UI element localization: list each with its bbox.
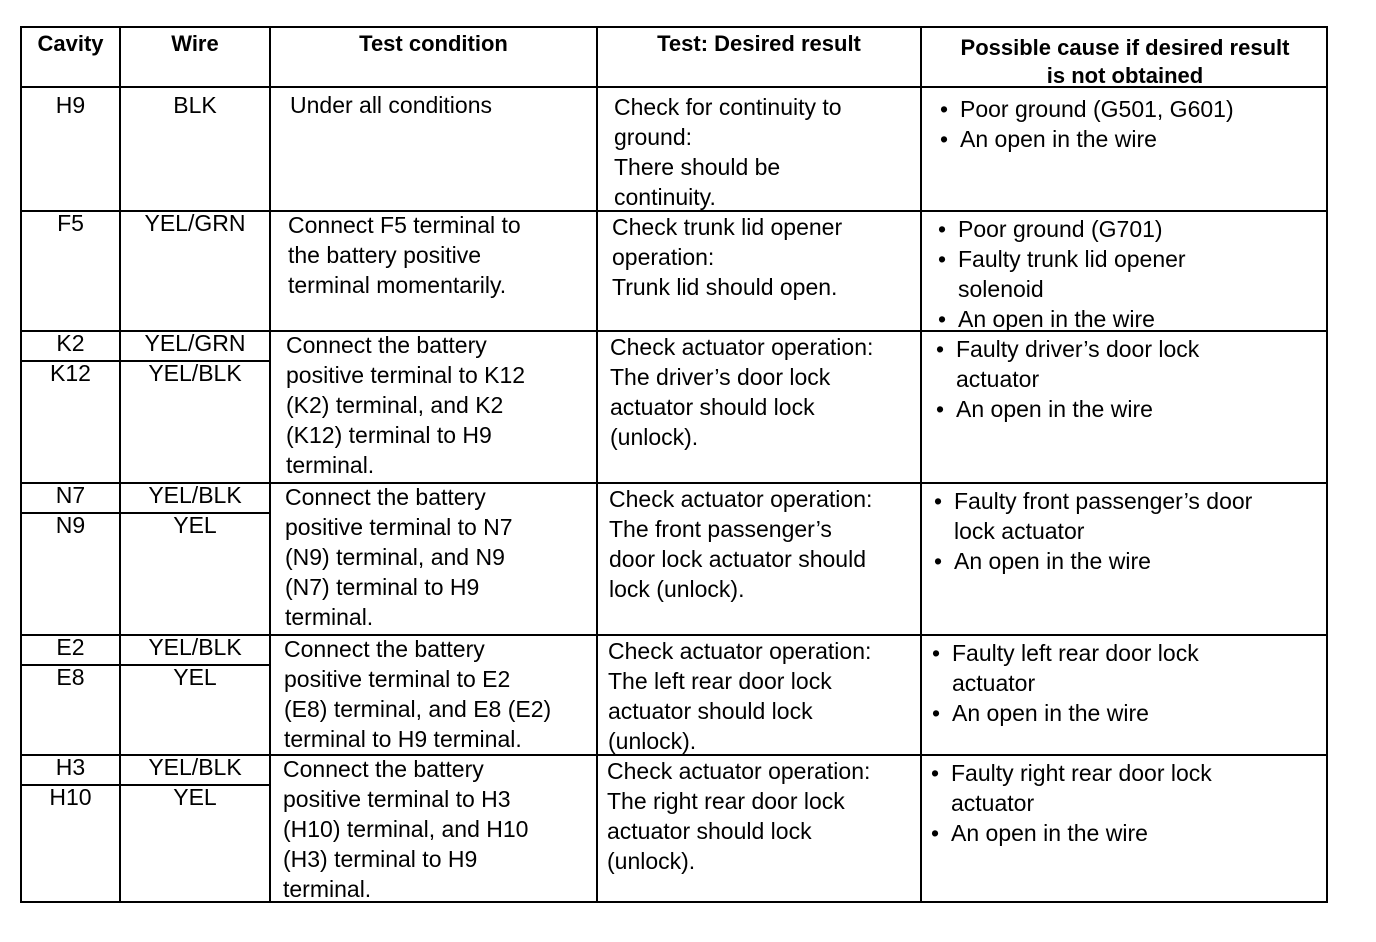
cavity-cell: F5 xyxy=(57,210,84,236)
header-wire: Wire xyxy=(171,31,219,56)
cause-item: • Faulty trunk lid opener solenoid xyxy=(934,244,1186,304)
cause-item: • An open in the wire xyxy=(936,124,1234,154)
cause-item: • Faulty front passenger’s door lock actuator xyxy=(930,486,1252,546)
wire-cell: YEL/BLK xyxy=(148,360,242,386)
result-cell: Check actuator operation: The front passenger’s door lock actuator should lock (unlock). xyxy=(609,486,873,602)
causes-list xyxy=(936,94,1234,154)
cause-item: • An open in the wire xyxy=(928,698,1199,728)
causes-list xyxy=(928,638,1199,728)
header-cavity: Cavity xyxy=(37,31,104,56)
condition-cell: Connect the battery positive terminal to E2 (E8) terminal, and E8 (E2) terminal to H9 terminal. xyxy=(284,636,552,752)
wire-cell: YEL/GRN xyxy=(144,330,246,356)
condition-cell: Connect the battery positive terminal to K12 (K2) terminal, and K2 (K12) terminal to H9 terminal. xyxy=(286,332,526,478)
causes-list xyxy=(934,214,1186,334)
diagnostic-table xyxy=(20,26,1328,903)
cavity-cell: E8 xyxy=(56,664,85,690)
result-cell: Check actuator operation: The right rear door lock actuator should lock (unlock). xyxy=(607,758,871,874)
cavity-cell: N7 xyxy=(55,482,86,508)
result-cell: Check actuator operation: The left rear door lock actuator should lock (unlock). xyxy=(608,638,872,754)
condition-cell: Connect the battery positive terminal to H3 (H10) terminal, and H10 (H3) terminal to H9 terminal. xyxy=(283,756,529,902)
condition-cell: Under all conditions xyxy=(290,92,493,118)
wire-cell: YEL/BLK xyxy=(148,482,242,508)
cavity-cell: H3 xyxy=(55,754,86,780)
wire-cell: BLK xyxy=(173,92,217,118)
wire-cell: YEL/BLK xyxy=(148,754,242,780)
wire-cell: YEL xyxy=(173,664,217,690)
result-cell: Check trunk lid opener operation: Trunk lid should open. xyxy=(612,214,843,300)
causes-list xyxy=(927,758,1212,848)
header-test-condition: Test condition xyxy=(359,31,508,56)
causes-list xyxy=(932,334,1199,424)
result-cell: Check actuator operation: The driver’s door lock actuator should lock (unlock). xyxy=(610,334,874,450)
wire-cell: YEL xyxy=(173,512,217,538)
cause-item: • An open in the wire xyxy=(934,304,1186,334)
cavity-cell: E2 xyxy=(56,634,85,660)
cause-item: • Faulty left rear door lock actuator xyxy=(928,638,1199,698)
cause-item: • Poor ground (G501, G601) xyxy=(936,94,1234,124)
condition-cell: Connect F5 terminal to the battery positive terminal momentarily. xyxy=(288,212,521,298)
cause-item: • An open in the wire xyxy=(932,394,1199,424)
cause-item: • An open in the wire xyxy=(930,546,1252,576)
wire-cell: YEL xyxy=(173,784,217,810)
wire-cell: YEL/GRN xyxy=(144,210,246,236)
cause-item: • An open in the wire xyxy=(927,818,1212,848)
wire-cell: YEL/BLK xyxy=(148,634,242,660)
cause-item: • Poor ground (G701) xyxy=(934,214,1186,244)
column-divider xyxy=(920,28,922,901)
cavity-cell: K2 xyxy=(56,330,85,356)
condition-cell: Connect the battery positive terminal to N7 (N9) terminal, and N9 (N7) terminal to H9 terminal. xyxy=(285,484,513,630)
cavity-cell: H9 xyxy=(55,92,86,118)
causes-list xyxy=(930,486,1252,576)
result-cell: Check for continuity to ground: There should be continuity. xyxy=(614,94,842,210)
cavity-cell: N9 xyxy=(55,512,86,538)
header-possible-cause: Possible cause if desired result is not obtained xyxy=(960,35,1290,88)
cause-item: • Faulty driver’s door lock actuator xyxy=(932,334,1199,394)
cavity-cell: H10 xyxy=(49,784,92,810)
cause-item: • Faulty right rear door lock actuator xyxy=(927,758,1212,818)
header-desired-result: Test: Desired result xyxy=(657,31,861,56)
cavity-cell: K12 xyxy=(50,360,91,386)
